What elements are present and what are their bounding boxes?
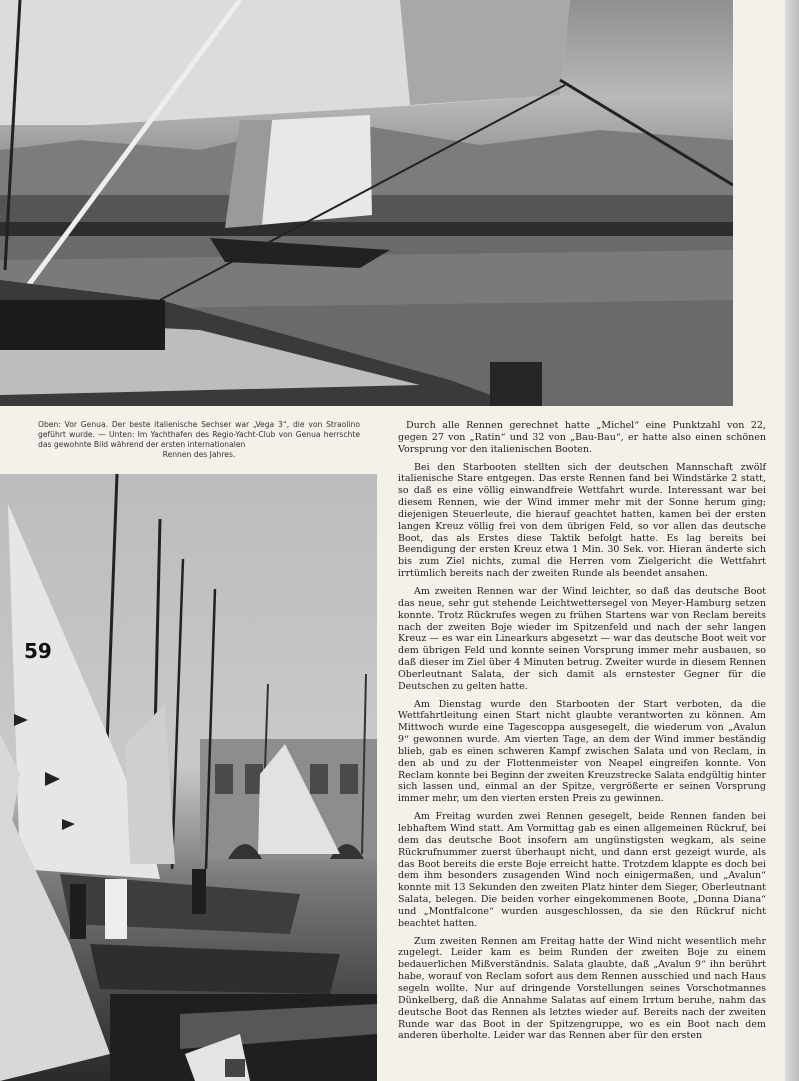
- photo-yacht-harbor: [0, 474, 377, 1081]
- caption-text: Oben: Vor Genua. Der beste italienische Sechser war „Vega 3“, die von Straolino geführt wurde. — Unten: Im Yachthafen des Regio-Yacht-Club von Genua herrschte das gewohnte Bild während der ersten internationalen: [38, 420, 360, 449]
- article-body: [398, 420, 766, 1048]
- sailboat-photo-graphic: [0, 0, 733, 406]
- article-paragraph: Zum zweiten Rennen am Freitag hatte der Wind nicht wesentlich mehr zugelegt. Leider kam es beim Runden der zweiten Boje zu einem bedauerlichen Mißverständnis. Salata glaubte, daß „Avalun 9“ ihn berührt habe, worauf von Reclam sofort aus dem Rennen ausschied und nach Haus segeln wollte. Nur auf dringende Vorstellungen seines Vorschotmannes Dünkelberg, daß die Annahme Salatas auf einem Irrtum beruhe, nahm das deutsche Boot das Rennen als letztes wieder auf. Bereits nach der zweiten Runde war das Boot in der Spitzengruppe, wo es ein Boot nach dem anderen überholte. Leider war das Rennen aber für den ersten: [398, 935, 766, 1042]
- caption-text-end: Rennen des Jahres.: [162, 450, 236, 459]
- article-paragraph: Am zweiten Rennen war der Wind leichter, so daß das deutsche Boot das neue, sehr gut stehende Leichtwettersegel von Meyer-Hamburg setzen konnte. Trotz Rückrufes wegen zu frühen Startens war von Reclam bereits nach der zweiten Boje wieder im Spitzenfeld und nach der sehr langen Kreuz — es war ein Linearkurs abgesetzt — war das deutsche Boot weit vor dem übrigen Feld und konnte seinen Vorsprung immer mehr ausbauen, so daß dieser im Ziel über 4 Minuten betrug. Zweiter wurde in diesem Rennen Oberleutnant Salata, der sich damit als ernstester Gegner für die Deutschen zu gelten hatte.: [398, 585, 766, 692]
- photo-genoa-harbor: [0, 0, 733, 406]
- article-paragraph: Am Freitag wurden zwei Rennen gesegelt, beide Rennen fanden bei lebhaftem Wind statt. Am Vormittag gab es einen allgemeinen Rückruf, bei dem das deutsche Boot insofern am ungünstigsten wegkam, als seine Rückrufnummer zuerst überhaupt nicht, und dann erst gezeigt wurde, als das Boot bereits die erste Boje erreicht hatte. Trotzdem klappte es doch bei dem ihm besonders zusagenden Wind noch einigermaßen, und „Avalun“ konnte mit 13 Sekunden den zweiten Platz hinter dem Sieger, Oberleutnant Salata, belegen. Die beiden vorher eingekommenen Boote, „Donna Diana“ und „Montfalcone“ wurden ausgeschlossen, da sie den Rückruf nicht beachtet hatten.: [398, 811, 766, 929]
- harbor-photo-graphic: [0, 474, 377, 1081]
- article-paragraph: Bei den Starbooten stellten sich der deutschen Mannschaft zwölf italienische Stare entgegen. Das erste Rennen fand bei Windstärke 2 statt, so daß es eine völlig einwandfreie Wettfahrt wurde. Interessant war bei diesem Rennen, wie der Wind immer mehr mit der Sonne herum ging; diejenigen Steuerleute, die hierauf geachtet hatten, kamen bei der ersten langen Kreuz völlig frei von dem übrigen Feld, so vor allen das deutsche Boot, das als Erstes diese Taktik befolgt hatte. Es lag bereits bei Beendigung der ersten Kreuz etwa 1 Min. 30 Sek. vor. Hieran änderte sich bis zum Ziel nichts, zumal die Herren vom Zielgericht die Wettfahrt irrtümlich bereits nach der zweiten Runde als beendet ansahen.: [398, 461, 766, 580]
- article-paragraph: Am Dienstag wurde den Starbooten der Start verboten, da die Wettfahrtleitung einen Start nicht glaubte verantworten zu können. Am Mittwoch wurde eine Tagescoppa ausgesegelt, die wiederum von „Avalun 9“ gewonnen wurde. Am vierten Tage, an dem der Wind immer beständig blieb, gab es einen schweren Kampf zwischen Salata und von Reclam, in den ab und zu der Flottenmeister von Neapel eingreifen konnte. Von Reclam konnte bei Beginn der zweiten Kreuzstrecke Salata endgültig hinter sich lassen und, einmal an der Spitze, vergrößerte er seinen Vorsprung immer mehr, um den vierten ersten Preis zu gewinnen.: [398, 698, 766, 805]
- photo-caption: [38, 420, 360, 460]
- page-edge: [785, 0, 799, 1081]
- article-paragraph: Durch alle Rennen gerechnet hatte „Michel“ eine Punktzahl von 22, gegen 27 von „Ratin“ und 32 von „Bau-Bau“, er hatte also einen schönen Vorsprung vor den italienischen Booten.: [398, 420, 766, 455]
- sail-number: 59: [24, 639, 52, 663]
